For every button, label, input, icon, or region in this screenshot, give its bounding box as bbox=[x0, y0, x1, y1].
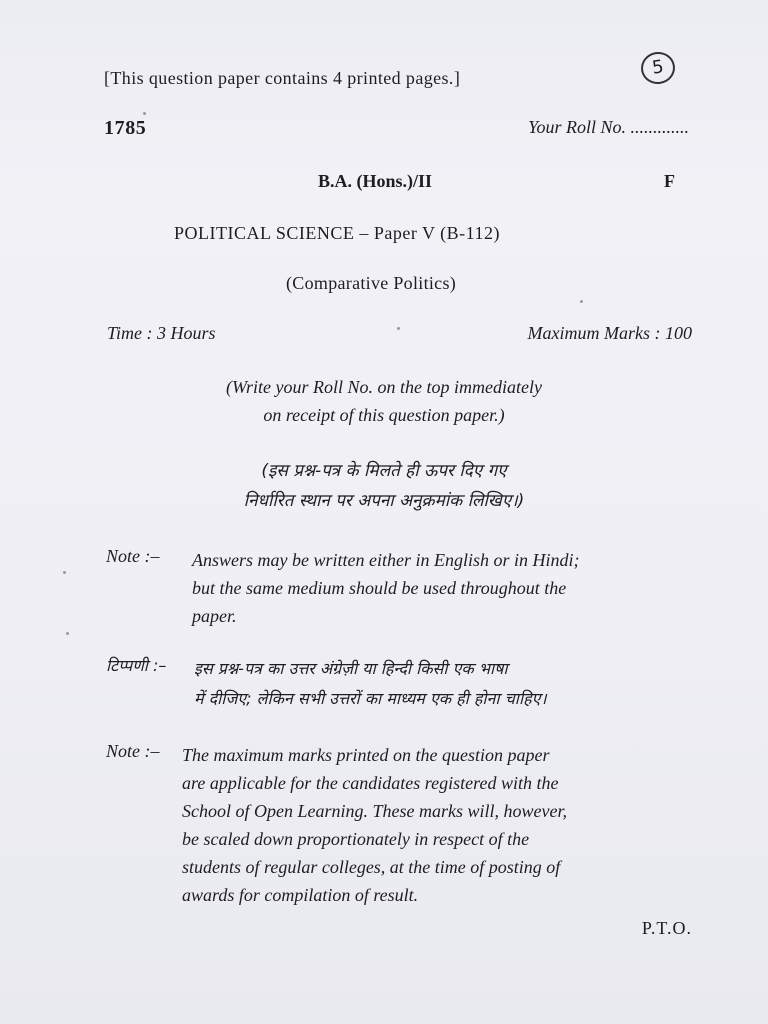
scan-speck bbox=[143, 112, 146, 115]
note-line: School of Open Learning. These marks will, however, bbox=[182, 801, 567, 821]
roll-number-field: Your Roll No. ............. bbox=[528, 117, 689, 137]
note-line: are applicable for the candidates registered with the bbox=[182, 773, 559, 793]
paper-code: 1785 bbox=[104, 117, 147, 139]
instruction-line: (Write your Roll No. on the top immediately bbox=[226, 377, 542, 397]
note-medium-text bbox=[192, 546, 579, 630]
roll-instruction-hindi bbox=[0, 456, 768, 516]
note-line: awards for compilation of result. bbox=[182, 885, 419, 905]
note-label: Note :– bbox=[106, 546, 160, 566]
roll-instruction-english bbox=[0, 373, 768, 429]
scan-speck bbox=[66, 632, 69, 635]
note-line: The maximum marks printed on the question paper bbox=[182, 745, 550, 765]
paper-subtitle: (Comparative Politics) bbox=[286, 273, 457, 293]
note-line: paper. bbox=[192, 606, 237, 626]
note-line: Answers may be written either in English or in Hindi; bbox=[192, 550, 580, 570]
subject-title: POLITICAL SCIENCE – Paper V (B-112) bbox=[174, 223, 500, 243]
note-line: students of regular colleges, at the time of posting of bbox=[182, 857, 561, 877]
exam-duration: Time : 3 Hours bbox=[107, 323, 216, 343]
tippani-label: टिप्पणी :– bbox=[106, 656, 167, 675]
instruction-line: on receipt of this question paper.) bbox=[263, 405, 505, 425]
note-marks-text bbox=[182, 741, 567, 909]
note-line: be scaled down proportionately in respect of the bbox=[182, 829, 530, 849]
instruction-line: निर्धारित स्थान पर अपना अनुक्रमांक लिखिए।) bbox=[243, 491, 525, 511]
degree-title: B.A. (Hons.)/II bbox=[318, 171, 433, 191]
scan-speck bbox=[580, 300, 583, 303]
scan-speck bbox=[63, 571, 66, 574]
circled-page-mark: 5 bbox=[639, 50, 677, 86]
note-label: Note :– bbox=[106, 741, 160, 761]
please-turn-over: P.T.O. bbox=[641, 918, 692, 938]
set-code: F bbox=[664, 171, 675, 191]
scan-speck bbox=[397, 327, 400, 330]
printed-pages-note: [This question paper contains 4 printed pages.] bbox=[104, 68, 461, 88]
tippani-text bbox=[194, 654, 547, 714]
note-line: इस प्रश्न-पत्र का उत्तर अंग्रेज़ी या हिन्दी किसी एक भाषा bbox=[194, 659, 508, 678]
note-line: में दीजिए; लेकिन सभी उत्तरों का माध्यम एक ही होना चाहिए। bbox=[194, 689, 547, 708]
maximum-marks: Maximum Marks : 100 bbox=[527, 323, 692, 343]
instruction-line: (इस प्रश्न-पत्र के मिलते ही ऊपर दिए गए bbox=[261, 461, 507, 481]
note-line: but the same medium should be used throughout the bbox=[192, 578, 567, 598]
